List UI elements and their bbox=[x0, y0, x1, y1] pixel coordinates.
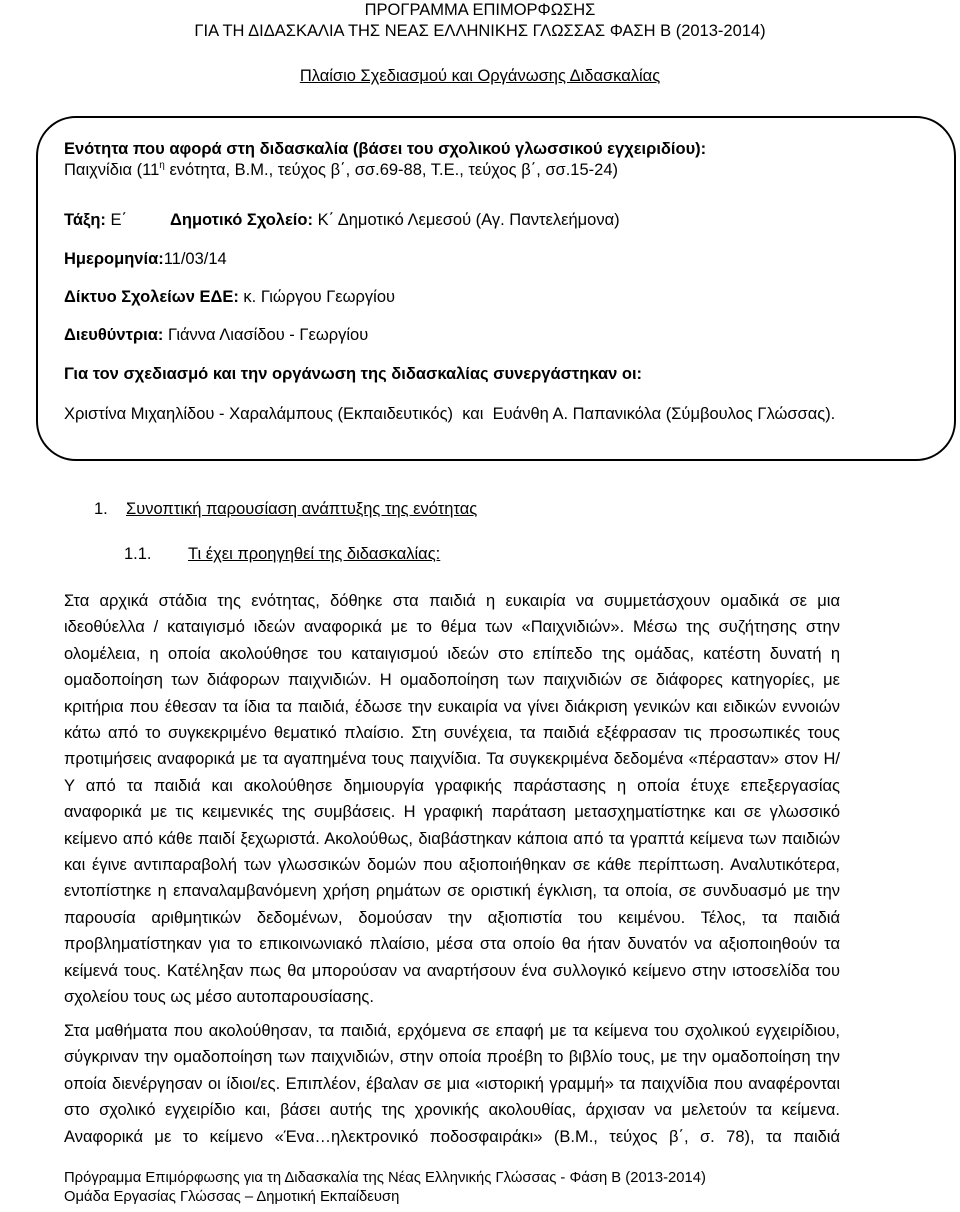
frame-title: Πλαίσιο Σχεδιασμού και Οργάνωσης Διδασκαλίας bbox=[299, 67, 661, 85]
school-label: Δημοτικό Σχολείο: bbox=[170, 211, 313, 229]
section-1-1-title: Τι έχει προηγηθεί της διδασκαλίας: bbox=[188, 545, 441, 563]
class-label: Τάξη: bbox=[64, 211, 106, 229]
director-value: Γιάννα Λιασίδου - Γεωργίου bbox=[167, 326, 369, 344]
footer-line-2: Ομάδα Εργασίας Γλώσσας – Δημοτική Εκπαίδευση bbox=[64, 1189, 400, 1205]
network-value: κ. Γιώργου Γεωργίου bbox=[243, 288, 396, 306]
unit-label: Ενότητα που αφορά στη διδασκαλία (βάσει του σχολικού γλωσσικού εγχειριδίου): bbox=[64, 140, 707, 158]
program-subtitle: ΓΙΑ ΤΗ ΔΙΔΑΣΚΑΛΙΑ ΤΗΣ ΝΕΑΣ ΕΛΛΗΝΙΚΗΣ ΓΛΩΣΣΑΣ ΦΑΣΗ Β (2013-2014) bbox=[194, 22, 766, 40]
paragraph-2: Στα μαθήματα που ακολούθησαν, τα παιδιά, ερχόμενα σε επαφή με τα κείμενα του σχολικού εγχειρίδιου, σύγκριναν την ομαδοποίηση των παιχνιδιών, στην οποία προέβη το βιβλίο τους, με την ομαδοποίηση την οποία διενέργησαν οι ίδιοι/ες. Επιπλέον, έβαλαν σε μια «ιστορική γραμμή» τα παιχνίδια που αναφέρονται στο σχολικό εγχειρίδιο και, βάσει αυτής της χρονικής ακολουθίας, άρχισαν να μελετούν τα κείμενα. Αναφορικά με το κείμενο «Ένα…ηλεκτρονικό ποδοσφαιράκι» (Β.Μ., τεύχος β΄, σ. 78), τα παιδιά bbox=[64, 1022, 840, 1146]
program-title: ΠΡΟΓΡΑΜΜΑ ΕΠΙΜΟΡΦΩΣΗΣ bbox=[364, 1, 596, 19]
collaborators-label: Για τον σχεδιασμό και την οργάνωση της διδασκαλίας συνεργάστηκαν οι: bbox=[64, 365, 643, 383]
class-value: Ε΄ bbox=[110, 211, 128, 229]
network-label: Δίκτυο Σχολείων ΕΔΕ: bbox=[64, 288, 239, 306]
school-value: Κ΄ Δημοτικό Λεμεσού (Αγ. Παντελεήμονα) bbox=[317, 211, 620, 229]
class-row bbox=[64, 211, 127, 230]
section-1-title: Συνοπτική παρουσίαση ανάπτυξης της ενότητας bbox=[126, 500, 478, 518]
date-label: Ημερομηνία: bbox=[64, 250, 164, 268]
school-row bbox=[170, 211, 620, 230]
paragraph-1: Στα αρχικά στάδια της ενότητας, δόθηκε στα παιδιά η ευκαιρία να συμμετάσχουν ομαδικά σε μια ιδεοθύελλα / καταιγισμό ιδεών αναφορικά με το θέμα των «Παιχνιδιών». Μέσω της συζήτησης στην ολομέλεια, η οποία ακολούθησε του καταιγισμού ιδεών στο επίπεδο της ομάδας, κατέστη δυνατή η ομαδοποίηση των διάφορων παιχνιδιών. Η ομαδοποίηση των παιχνιδιών σε διάφορες κατηγορίες, με κριτήρια που έθεσαν τα ίδια τα παιδιά, έδωσε την ευκαιρία να γίνει διάκριση γενικών και ειδικών εννοιών κάτω από το συγκεκριμένο θεματικό πλαίσιο. Στη συνέχεια, τα παιδιά εξέφρασαν τις προσωπικές τους προτιμήσεις αναφορικά με τα αγαπημένα τους παιχνίδια. Τα συγκεκριμένα δεδομένα «πέρασταν» στον Η/Υ από τα παιδιά και ακολούθησε δημιουργία γραφικής παράστασης η οποία έτυχε επεξεργασίας αναφορικά με τις κειμενικές της συμβάσεις. Η γραφική παράταση μετασχηματίστηκε και σε γλωσσικό κείμενο από κάθε παιδί ξεχωριστά. Ακολούθως, διαβάστηκαν κάποια από τα γραπτά κείμενα των παιδιών και έγινε αντιπαραβολή των γλωσσικών δομών που αξιοποιήθηκαν σε κάθε περίπτωση. Αναλυτικότερα, εντοπίστηκε η επαναλαμβανόμενη χρήση ρημάτων σε οριστική έγκλιση, τα οποία, σε συνδυασμό με την παρουσία αριθμητικών δεδομένων, δομούσαν την αξιοπιστία του κειμένου. Τέλος, τα παιδιά προβληματίστηκαν για το επικοινωνιακό πλαίσιο, μέσα στα οποίο θα ήταν δυνατόν να αξιοποιηθούν τα κείμενά τους. Κατέληξαν πως θα μπορούσαν να αναρτήσουν ένα συλλογικό κείμενο στην ιστοσελίδα του σχολείου τους ως μέσο αυτοπαρουσίασης. bbox=[64, 592, 840, 1007]
date-value: 11/03/14 bbox=[163, 250, 227, 268]
footer-line-1: Πρόγραμμα Επιμόρφωσης για τη Διδασκαλία της Νέας Ελληνικής Γλώσσας - Φάση Β (2013-2014) bbox=[64, 1170, 706, 1186]
section-1-number: 1. bbox=[94, 500, 108, 518]
date-row bbox=[64, 250, 227, 269]
collaborators-value: Χριστίνα Μιχαηλίδου - Χαραλάμπους (Εκπαιδευτικός) και Ευάνθη Α. Παπανικόλα (Σύμβουλος Γλώσσας). bbox=[64, 405, 836, 423]
director-label: Διευθύντρια: bbox=[64, 326, 164, 344]
section-1-1-number: 1.1. bbox=[124, 545, 152, 563]
director-row bbox=[64, 326, 368, 345]
network-row bbox=[64, 288, 395, 307]
unit-value: Παιχνίδια ($11^\eta$ ενότητα, Β.Μ., τεύχος β΄, σσ.69-88, Τ.Ε., τεύχος β΄, σσ.15-24) bbox=[64, 160, 619, 179]
